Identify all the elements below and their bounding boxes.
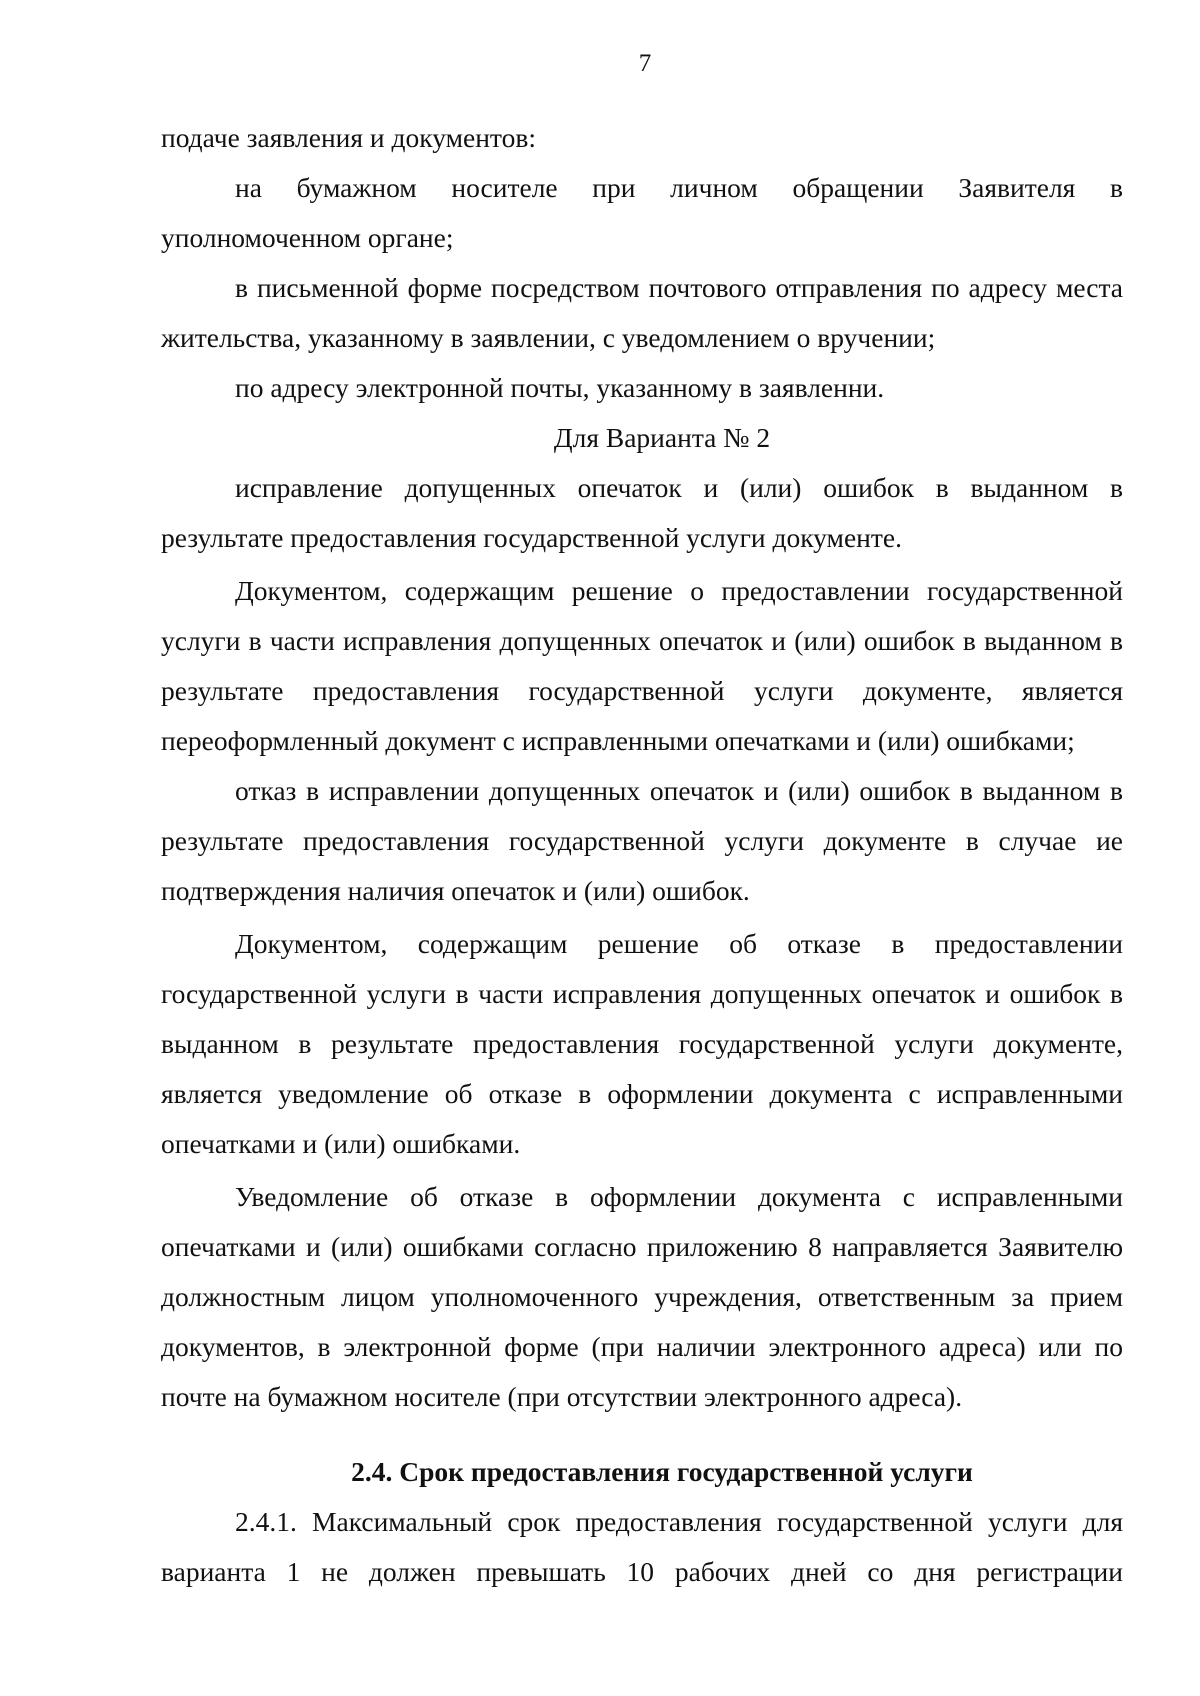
paragraph-intro: подаче заявления и документов: bbox=[161, 122, 536, 153]
paragraph-paper-medium: на бумажном носителе при личном обращении Заявителя в уполномоченном органе; bbox=[161, 172, 1123, 253]
paragraph-notification: Уведомление об отказе в оформлении документа с исправленными опечатками и (или) ошибками согласно приложению 8 направляется Заявителю должностным лицом уполномоченного учреждения, ответственным за прием документов, в электронной форме (при наличии электронного адреса) или по почте на бумажном носителе (при отсутствии электронного адреса). bbox=[161, 1181, 1123, 1412]
paragraph-correction: исправление допущенных опечаток и (или) ошибок в выданном в результате предоставления государственной услуги документе. bbox=[161, 472, 1123, 553]
paragraph-refusal: отказ в исправлении допущенных опечаток и (или) ошибок в выданном в результате предоставления государственной услуги документе в случае ие подтверждения наличия опечаток и (или) ошибок. bbox=[161, 775, 1123, 906]
variant-2-title: Для Варианта № 2 bbox=[553, 422, 771, 453]
section-heading: 2.4. Срок предоставления государственной услуги bbox=[351, 1456, 973, 1487]
paragraph-refusal-document: Документом, содержащим решение об отказе в предоставлении государственной услуги в части исправления допущенных опечаток и ошибок в выданном в результате предоставления государственной услуги документе, является уведомление об отказе в оформлении документа с исправленными опечатками и (или) ошибками. bbox=[161, 928, 1123, 1159]
paragraph-max-term: 2.4.1. Максимальный срок предоставления государственной услуги для варианта 1 не должен превышать 10 рабочих дней со дня регистрации bbox=[161, 1506, 1123, 1587]
paragraph-postal: в письменной форме посредством почтового отправления по адресу места жительства, указанному в заявлении, с уведомлением о вручении; bbox=[161, 272, 1123, 353]
paragraph-decision-document: Документом, содержащим решение о предоставлении государственной услуги в части исправления допущенных опечаток и (или) ошибок в выданном в результате предоставления государственной услуги документе, является переоформленный документ с исправленными опечатками и (или) ошибками; bbox=[161, 575, 1123, 756]
document-body bbox=[161, 113, 1123, 1597]
page-number: 7 bbox=[638, 50, 652, 77]
paragraph-email: по адресу электронной почты, указанному в заявленни. bbox=[235, 372, 885, 403]
